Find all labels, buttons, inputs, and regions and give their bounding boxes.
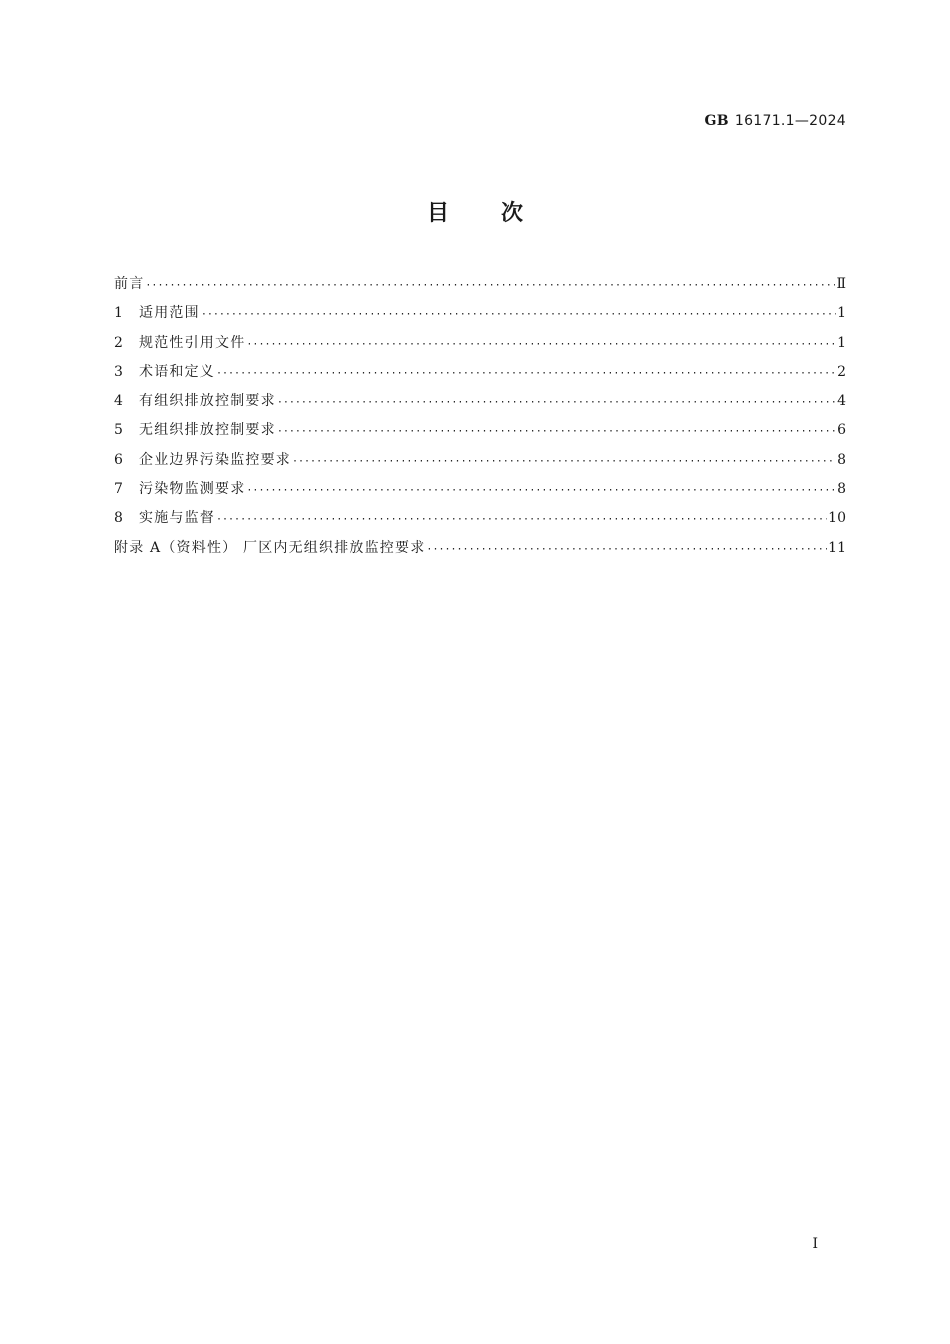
- toc-leader-dots: [201, 299, 836, 329]
- toc-entry-number: 1: [114, 305, 123, 322]
- toc-entry-4[interactable]: [114, 387, 846, 416]
- table-of-contents: [114, 270, 846, 563]
- toc-entry-label: 无组织排放控制要求: [139, 422, 276, 439]
- standard-number: 16171.1—2024: [734, 113, 846, 129]
- toc-entry-page: 10: [828, 510, 846, 527]
- toc-entry-page: 8: [837, 451, 846, 468]
- toc-entry-number: 7: [114, 481, 123, 498]
- toc-entry-number: 5: [114, 422, 123, 439]
- toc-title: [0, 196, 950, 227]
- toc-entry-number: 3: [114, 363, 123, 380]
- toc-leader-dots: [216, 504, 827, 534]
- toc-leader-dots: [246, 475, 836, 505]
- toc-entry-label: 术语和定义: [139, 363, 215, 380]
- toc-entry-page: 1: [837, 305, 846, 322]
- standard-code: [704, 113, 846, 129]
- toc-entry-page: 2: [837, 363, 846, 380]
- toc-leader-dots: [426, 534, 827, 564]
- toc-title-char-2: 次: [501, 201, 524, 226]
- toc-entry-page: 4: [837, 393, 846, 410]
- toc-entry-label: 企业边界污染监控要求: [139, 451, 291, 468]
- toc-entry-label: 前言: [114, 276, 145, 292]
- toc-entry-number: 4: [114, 393, 123, 410]
- toc-leader-dots: [292, 446, 836, 476]
- toc-entry-8[interactable]: [114, 504, 846, 533]
- toc-leader-dots: [145, 270, 835, 300]
- toc-entry-3[interactable]: [114, 358, 846, 387]
- toc-title-char-1: 目: [426, 201, 449, 226]
- toc-leader-dots: [277, 416, 836, 446]
- toc-entry-page: Ⅱ: [836, 276, 846, 292]
- toc-entry-number: 2: [114, 334, 123, 351]
- toc-entry-page: 6: [837, 422, 846, 439]
- toc-leader-dots: [277, 387, 836, 417]
- toc-entry-label: 实施与监督: [139, 510, 215, 527]
- toc-leader-dots: [216, 358, 836, 388]
- toc-entry-number: 6: [114, 451, 123, 468]
- toc-entry-page: 11: [828, 539, 846, 556]
- toc-entry-label: 规范性引用文件: [139, 334, 246, 351]
- toc-entry-label: 适用范围: [139, 305, 200, 322]
- toc-entry-label: 污染物监测要求: [139, 481, 246, 498]
- toc-entry-5[interactable]: [114, 416, 846, 445]
- page-number: Ⅰ: [812, 1236, 818, 1252]
- toc-leader-dots: [246, 329, 836, 359]
- toc-entry-label: 附录 A（资料性） 厂区内无组织排放监控要求: [114, 539, 426, 556]
- toc-entry-2[interactable]: [114, 329, 846, 358]
- toc-entry-foreword[interactable]: [114, 270, 846, 299]
- toc-entry-appendix-a[interactable]: [114, 534, 846, 563]
- standard-prefix: GB: [704, 113, 729, 129]
- toc-entry-6[interactable]: [114, 446, 846, 475]
- toc-entry-label: 有组织排放控制要求: [139, 393, 276, 410]
- toc-entry-7[interactable]: [114, 475, 846, 504]
- toc-entry-page: 8: [837, 481, 846, 498]
- toc-entry-page: 1: [837, 334, 846, 351]
- toc-entry-1[interactable]: [114, 299, 846, 328]
- toc-entry-number: 8: [114, 510, 123, 527]
